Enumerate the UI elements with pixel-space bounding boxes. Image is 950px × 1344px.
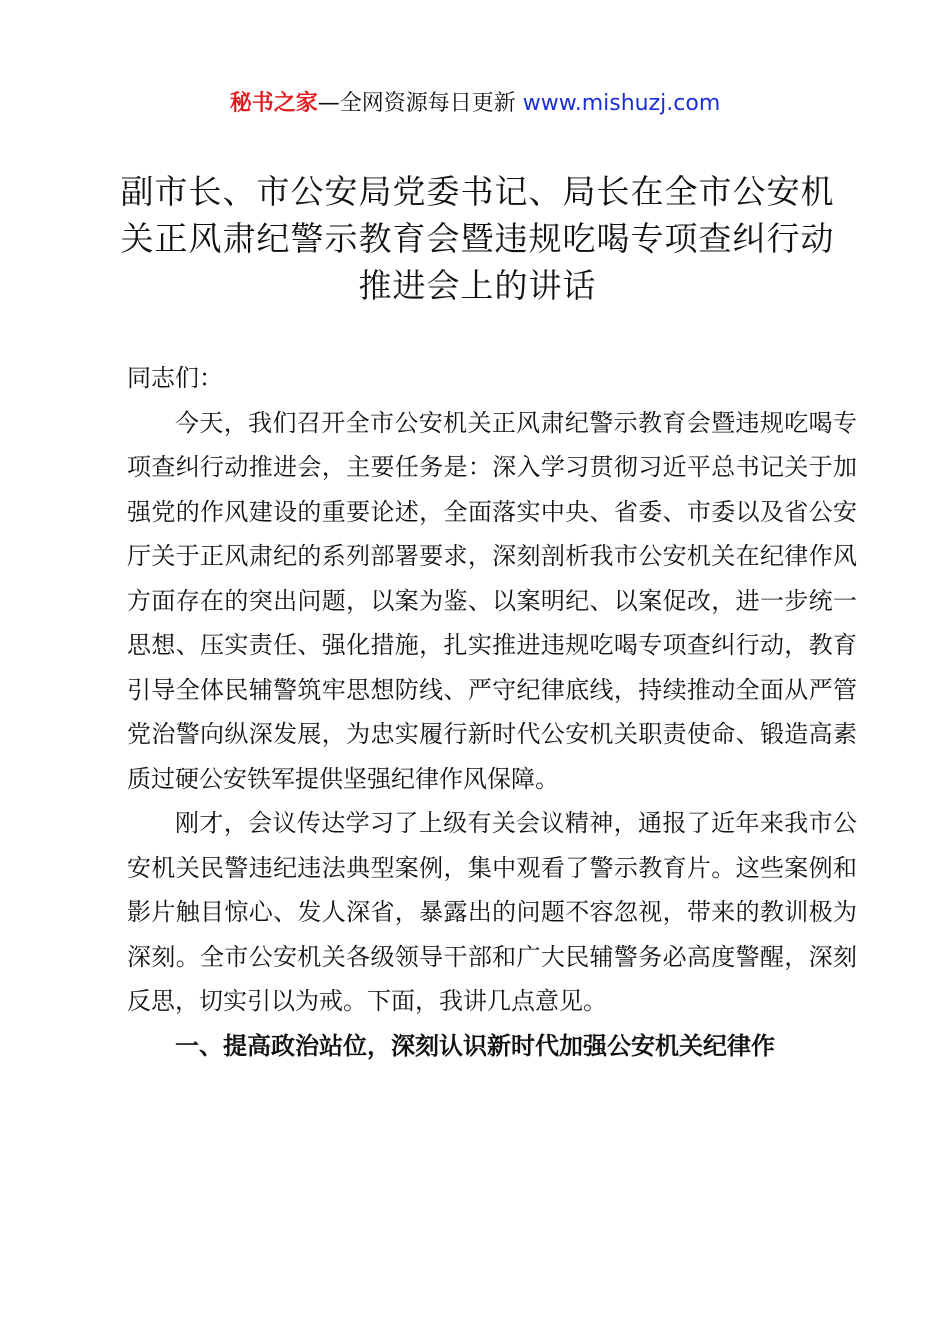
site-url-link[interactable]: www.mishuzj.com bbox=[522, 91, 721, 116]
salutation: 同志们： bbox=[127, 364, 223, 392]
section-heading-1: 一、提高政治站位，深刻认识新时代加强公安机关纪律作 bbox=[175, 1031, 775, 1060]
paragraph-1: 今天，我们召开全市公安机关正风肃纪警示教育会暨违规吃喝专项查纠行动推进会，主要任务是：深入学习贯彻习近平总书记关于加强党的作风建设的重要论述，全面落实中央、省委、市委以及省公安厅关于正风肃纪的系列部署要求，深刻剖析我市公安机关在纪律作风方面存在的突出问题，以案为鉴、以案明纪、以案促改，进一步统一思想、压实责任、强化措施，扎实推进违规吃喝专项查纠行动，教育引导全体民辅警筑牢思想防线、严守纪律底线，持续推动全面从严管党治警向纵深发展，为忠实履行新时代公安机关职责使命、锻造高素质过硬公安铁军提供坚强纪律作风保障。 bbox=[127, 408, 857, 793]
site-tagline: —全网资源每日更新 bbox=[317, 91, 516, 116]
document-title: 副市长、市公安局党委书记、局长在全市公安机关正风肃纪警示教育会暨违规吃喝专项查纠行动推进会上的讲话 bbox=[120, 172, 835, 305]
document-body bbox=[127, 356, 857, 1068]
paragraph-2: 刚才，会议传达学习了上级有关会议精神，通报了近年来我市公安机关民警违纪违法典型案例，集中观看了警示教育片。这些案例和影片触目惊心、发人深省，暴露出的问题不容忽视，带来的教训极为深刻。全市公安机关各级领导干部和广大民辅警务必高度警醒，深刻反思，切实引以为戒。下面，我讲几点意见。 bbox=[127, 809, 857, 1015]
site-header bbox=[0, 88, 950, 120]
site-brand[interactable]: 秘书之家 bbox=[229, 91, 318, 116]
